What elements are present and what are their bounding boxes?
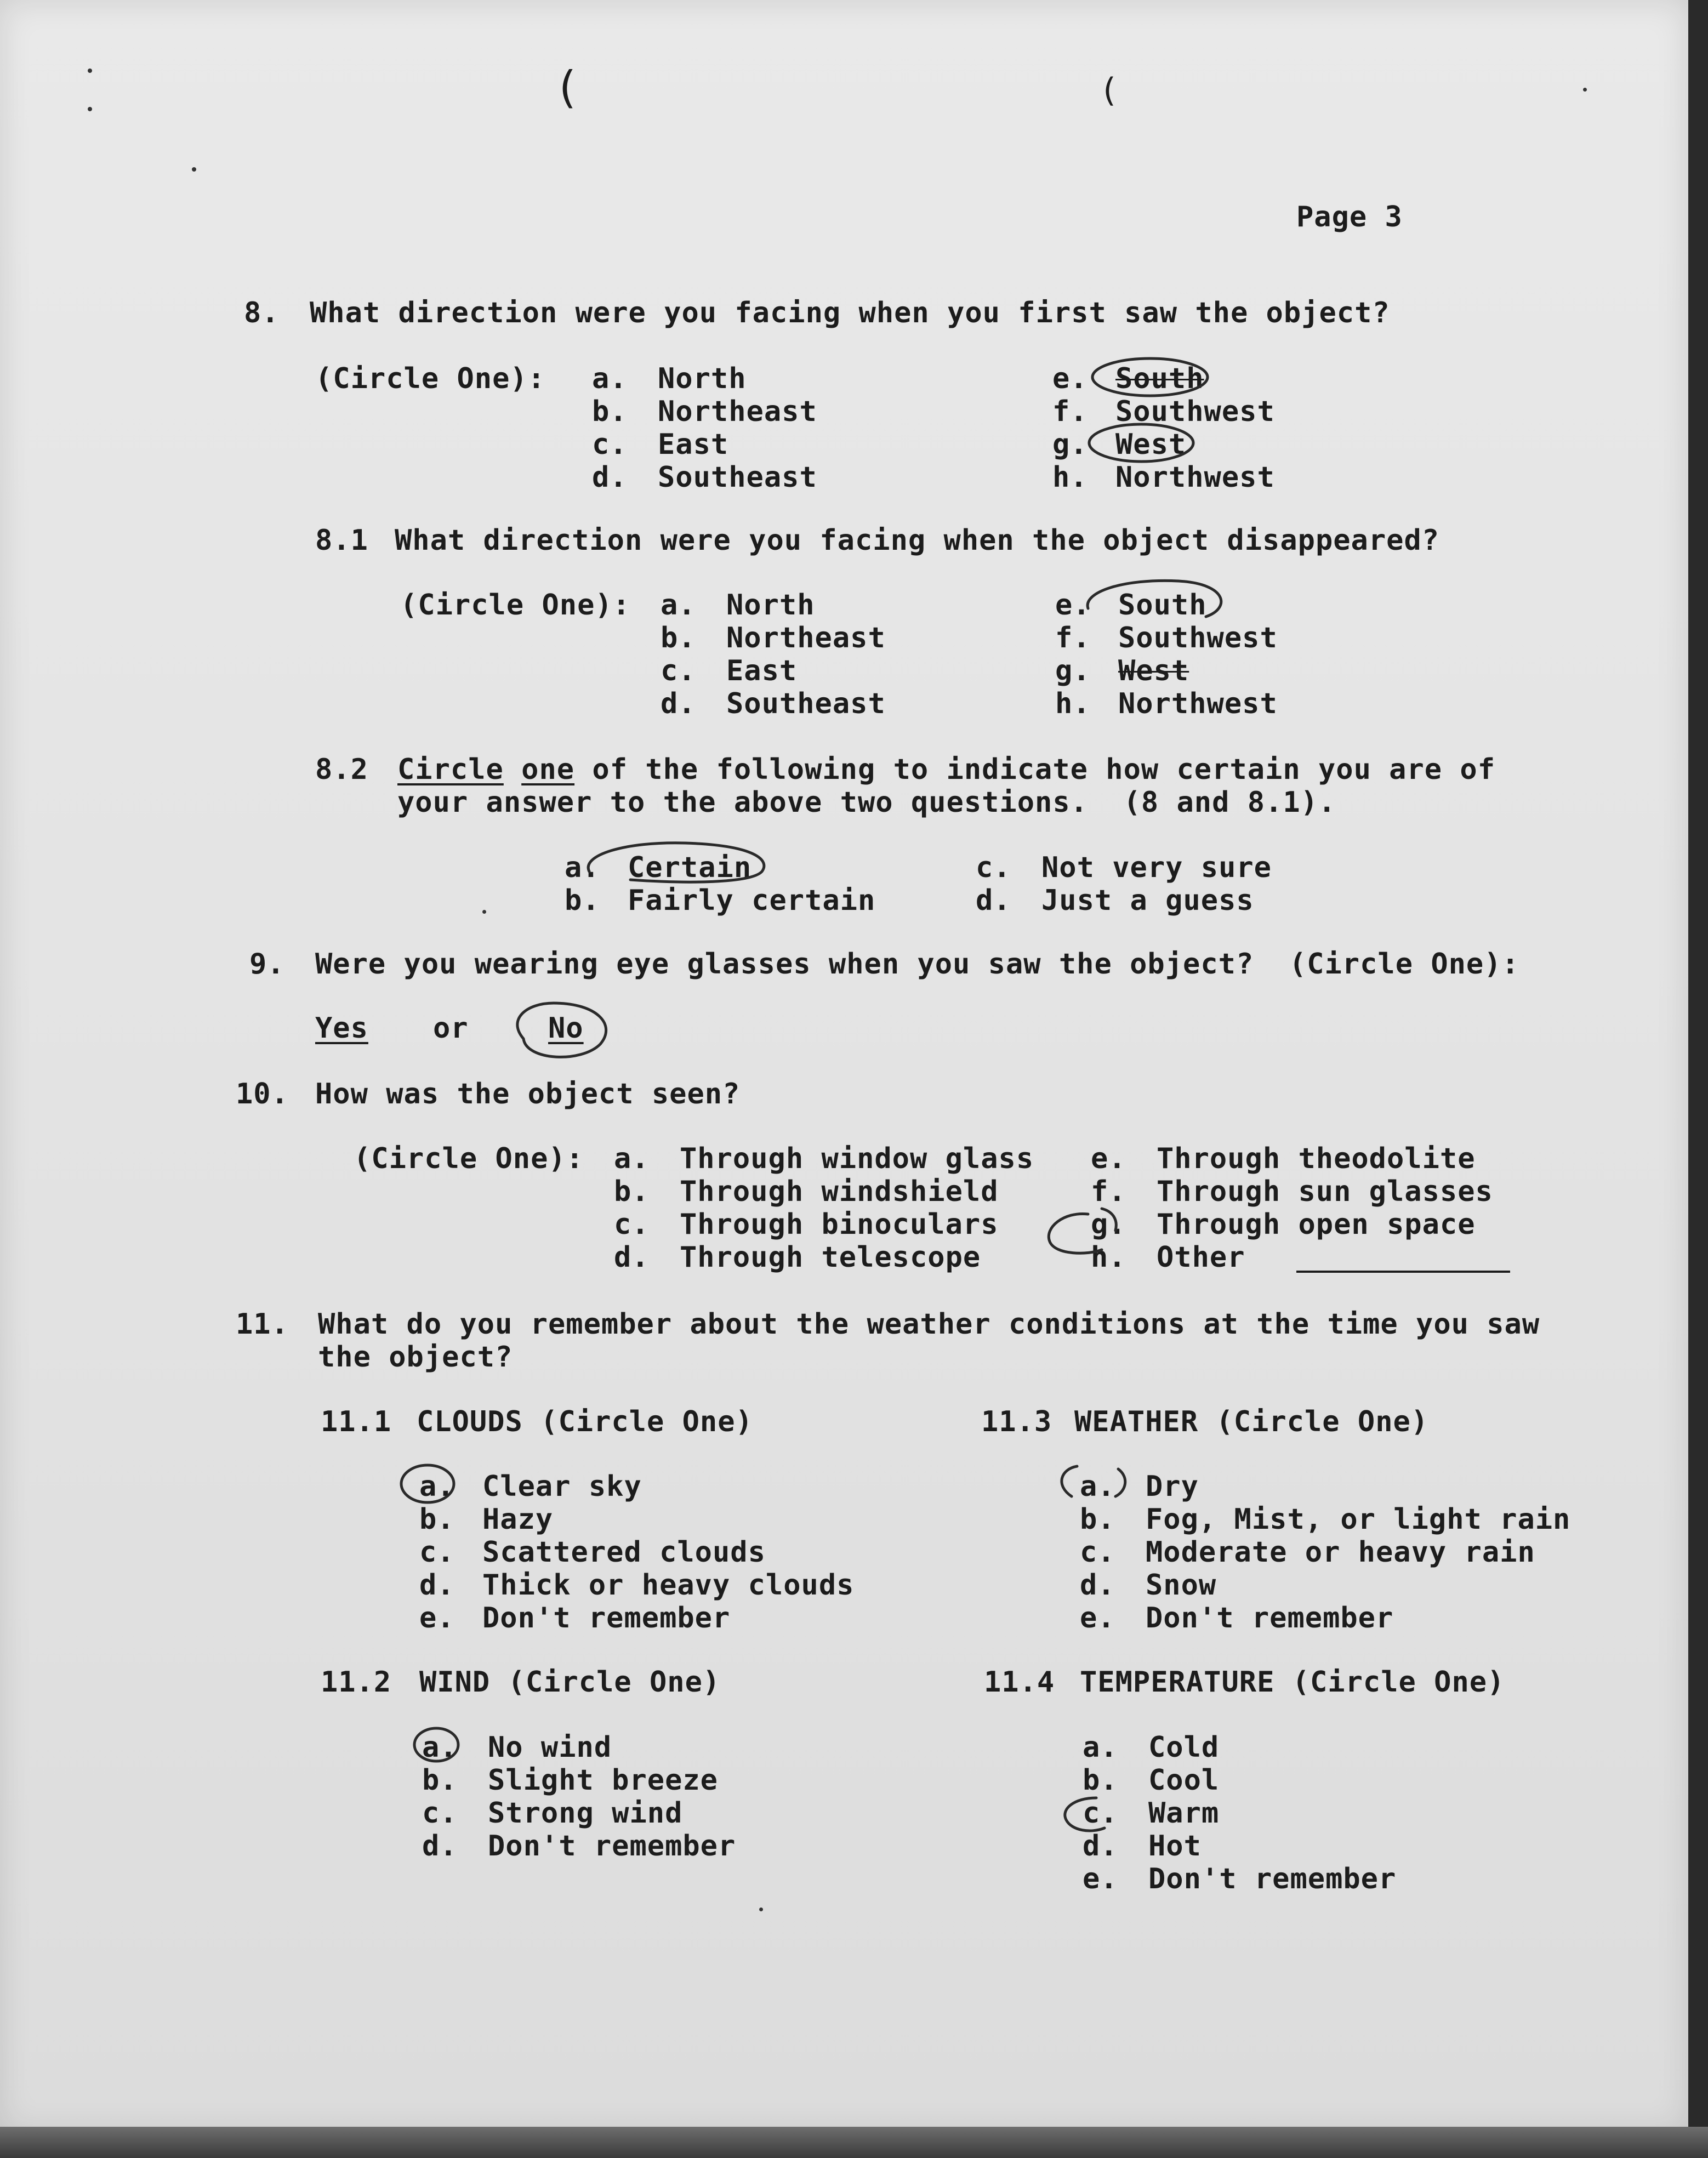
option-letter: e. xyxy=(1083,1863,1118,1895)
option-letter: d. xyxy=(419,1569,455,1602)
option-letter: c. xyxy=(1080,1536,1115,1569)
option-letter: b. xyxy=(565,884,600,917)
subquestion-number: 11.3 xyxy=(981,1405,1052,1438)
question-text: What do you remember about the weather conditions at the time you saw xyxy=(318,1308,1540,1341)
option-letter: d. xyxy=(661,687,696,720)
option-letter: a. xyxy=(565,851,600,884)
option-text: Slight breeze xyxy=(488,1764,718,1797)
option-letter: d. xyxy=(1080,1569,1115,1602)
option-text: Northeast xyxy=(658,395,817,428)
option-text: Through theodolite xyxy=(1157,1142,1476,1175)
circle-mark-q10-g xyxy=(1049,1209,1116,1253)
option-letter: d. xyxy=(976,884,1011,917)
option-text: Not very sure xyxy=(1041,851,1272,884)
option-letter: e. xyxy=(1052,362,1088,395)
option-letter: g. xyxy=(1052,428,1088,461)
question-number: 11. xyxy=(236,1308,289,1341)
option-text: Northeast xyxy=(726,622,886,654)
page-number: Page 3 xyxy=(1296,201,1403,234)
option-letter: c. xyxy=(976,851,1011,884)
option-text: Southwest xyxy=(1118,622,1278,654)
option-letter: c. xyxy=(1083,1797,1118,1830)
option-text: West xyxy=(1118,654,1189,687)
option-letter: b. xyxy=(661,622,696,654)
option-letter: b. xyxy=(592,395,628,428)
question-number: 8.2 xyxy=(315,753,368,786)
option-text: Through open space xyxy=(1157,1208,1476,1241)
option-letter: f. xyxy=(1091,1175,1126,1208)
option-letter: b. xyxy=(614,1175,650,1208)
option-text: Southeast xyxy=(726,687,886,720)
option-text: Northwest xyxy=(1115,461,1275,494)
option-letter: e. xyxy=(1091,1142,1126,1175)
circle-mark-q11-1-a xyxy=(401,1465,454,1502)
option-letter: e. xyxy=(419,1602,455,1635)
option-letter: b. xyxy=(419,1503,455,1536)
circle-instruction: (Circle One): xyxy=(315,362,545,395)
option-letter: a. xyxy=(592,362,628,395)
option-text: Scattered clouds xyxy=(482,1536,766,1569)
option-text: Southeast xyxy=(658,461,817,494)
circle-instruction: (Circle One): xyxy=(400,589,630,622)
option-letter: h. xyxy=(1091,1241,1126,1274)
option-text: Through windshield xyxy=(680,1175,999,1208)
option-letter: a. xyxy=(1083,1731,1118,1764)
circle-mark-q11-2-a xyxy=(414,1728,458,1764)
question-text: What direction were you facing when you first saw the object? xyxy=(310,297,1390,329)
option-letter: c. xyxy=(422,1797,458,1830)
subquestion-number: 11.4 xyxy=(984,1666,1055,1699)
option-text: Cold xyxy=(1148,1731,1220,1764)
option-text: Dry xyxy=(1146,1470,1199,1503)
subquestion-title: TEMPERATURE (Circle One) xyxy=(1080,1666,1505,1699)
option-text: Don't remember xyxy=(482,1602,731,1635)
question-number: 9. xyxy=(249,948,285,981)
question-number: 8.1 xyxy=(315,524,368,557)
option-letter: d. xyxy=(614,1241,650,1274)
option-letter: e. xyxy=(1055,589,1091,622)
margin-mark: ( xyxy=(1099,71,1120,110)
question-number: 10. xyxy=(236,1078,289,1111)
option-letter: a. xyxy=(419,1470,455,1503)
question-text-rest: of the following to indicate how certain you are of xyxy=(574,753,1496,786)
subquestion-title: CLOUDS (Circle One) xyxy=(417,1405,753,1438)
option-text: Cool xyxy=(1148,1764,1220,1797)
option-text: Southwest xyxy=(1115,395,1275,428)
option-letter: c. xyxy=(661,654,696,687)
option-text: South xyxy=(1118,589,1207,622)
option-text: Fairly certain xyxy=(628,884,876,917)
option-text: Snow xyxy=(1146,1569,1217,1602)
option-text: Northwest xyxy=(1118,687,1278,720)
option-text: Moderate or heavy rain xyxy=(1146,1536,1535,1569)
circle-mark-q9-no xyxy=(517,1003,606,1057)
option-letter: c. xyxy=(419,1536,455,1569)
question-text: What direction were you facing when the object disappeared? xyxy=(395,524,1440,557)
answer-no: No xyxy=(548,1012,584,1045)
circle-mark-q8-west xyxy=(1089,424,1193,462)
option-letter: d. xyxy=(1083,1830,1118,1863)
option-text: Warm xyxy=(1148,1797,1220,1830)
option-text: North xyxy=(658,362,747,395)
circle-mark-q11-3-a xyxy=(1062,1466,1125,1496)
circle-mark-q8-south xyxy=(1092,358,1208,396)
option-text: Fog, Mist, or light rain xyxy=(1146,1503,1571,1536)
option-letter: c. xyxy=(592,428,628,461)
option-text: Don't remember xyxy=(1146,1602,1394,1635)
option-text: West xyxy=(1115,428,1187,461)
option-letter: b. xyxy=(1080,1503,1115,1536)
option-text: Don't remember xyxy=(1148,1863,1397,1895)
option-letter: e. xyxy=(1080,1602,1115,1635)
question-number: 8. xyxy=(244,297,280,329)
option-letter: a. xyxy=(1080,1470,1115,1503)
option-letter: f. xyxy=(1052,395,1088,428)
subquestion-number: 11.1 xyxy=(321,1405,392,1438)
option-text: Hot xyxy=(1148,1830,1202,1863)
circle-mark-q8-2-certain xyxy=(588,843,764,882)
circle-mark-q8-1-south xyxy=(1088,580,1221,622)
option-text: Strong wind xyxy=(488,1797,683,1830)
option-letter: b. xyxy=(1083,1764,1118,1797)
option-letter: g. xyxy=(1091,1208,1126,1241)
option-text: Hazy xyxy=(482,1503,554,1536)
option-text: Through sun glasses xyxy=(1157,1175,1493,1208)
option-text: Certain xyxy=(628,851,752,884)
option-text: Don't remember xyxy=(488,1830,736,1863)
option-text: Thick or heavy clouds xyxy=(482,1569,855,1602)
option-letter: h. xyxy=(1052,461,1088,494)
circle-word: Circle xyxy=(397,753,504,786)
option-letter: c. xyxy=(614,1208,650,1241)
option-text: Just a guess xyxy=(1041,884,1254,917)
question-text-line2: the object? xyxy=(318,1341,513,1374)
margin-mark: ( xyxy=(554,62,581,113)
option-text: Through binoculars xyxy=(680,1208,999,1241)
one-word: one xyxy=(521,753,575,786)
circle-instruction: (Circle One): xyxy=(354,1142,584,1175)
circle-mark-q11-4-c xyxy=(1065,1798,1104,1831)
option-text: East xyxy=(726,654,798,687)
subquestion-title: WIND (Circle One) xyxy=(419,1666,721,1699)
option-text: South xyxy=(1115,362,1204,395)
scan-border xyxy=(0,2127,1708,2158)
option-letter: d. xyxy=(592,461,628,494)
option-letter: h. xyxy=(1055,687,1091,720)
option-letter: a. xyxy=(422,1731,458,1764)
option-text: Clear sky xyxy=(482,1470,642,1503)
option-letter: a. xyxy=(661,589,696,622)
option-text: North xyxy=(726,589,815,622)
subquestion-title: WEATHER (Circle One) xyxy=(1074,1405,1429,1438)
option-letter: g. xyxy=(1055,654,1091,687)
answer-or: or xyxy=(433,1012,469,1045)
question-text: Were you wearing eye glasses when you saw the object? (Circle One): xyxy=(315,948,1519,981)
option-text: Other xyxy=(1157,1241,1245,1274)
option-text: Through window glass xyxy=(680,1142,1034,1175)
option-letter: d. xyxy=(422,1830,458,1863)
option-text: No wind xyxy=(488,1731,612,1764)
question-text-line2: your answer to the above two questions. (8 and 8.1). xyxy=(397,786,1336,819)
option-text: East xyxy=(658,428,729,461)
subquestion-number: 11.2 xyxy=(321,1666,392,1699)
option-text: Through telescope xyxy=(680,1241,981,1274)
answer-yes: Yes xyxy=(315,1012,368,1045)
option-letter: b. xyxy=(422,1764,458,1797)
option-letter: f. xyxy=(1055,622,1091,654)
option-letter: a. xyxy=(614,1142,650,1175)
question-text: How was the object seen? xyxy=(315,1078,741,1111)
